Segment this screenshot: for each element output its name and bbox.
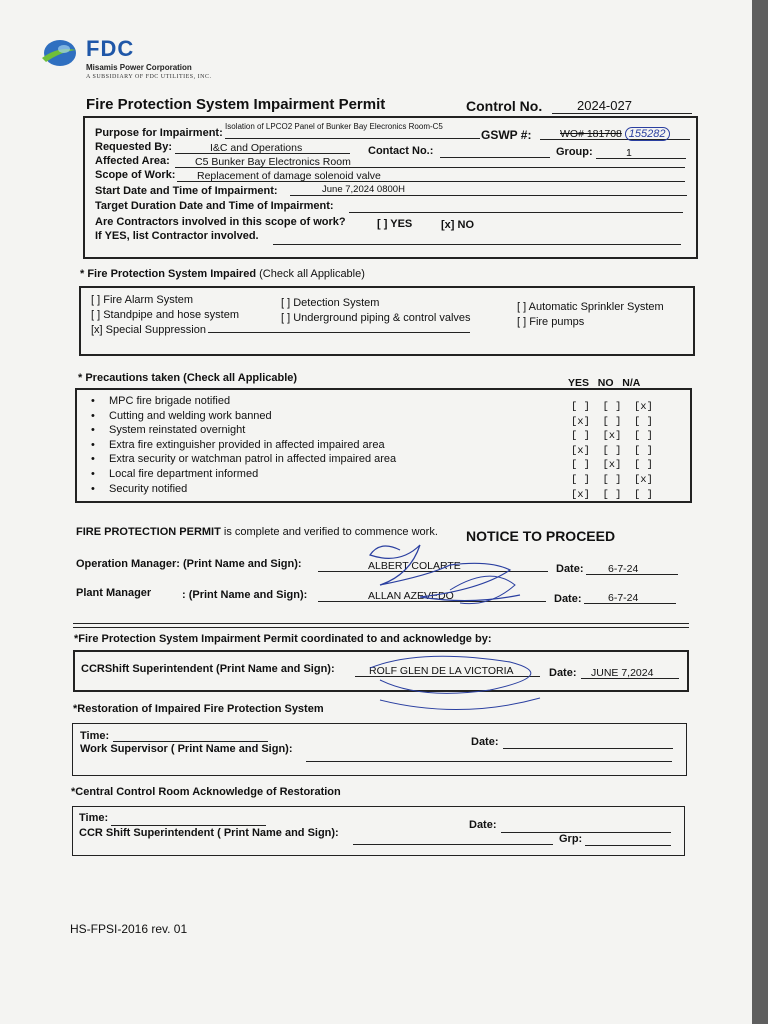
precaution-item: • System reinstated overnight bbox=[85, 423, 396, 438]
precaution-mark[interactable]: [x] [ ] [ ] bbox=[571, 415, 653, 428]
central-grp-line[interactable] bbox=[585, 834, 671, 846]
central-box bbox=[72, 806, 685, 856]
purpose-line bbox=[225, 138, 480, 139]
area-value: C5 Bunker Bay Electronics Room bbox=[175, 156, 685, 168]
precautions-col-headers: YES NO N/A bbox=[568, 377, 641, 389]
purpose-label: Purpose for Impairment: bbox=[95, 127, 223, 139]
precautions-box bbox=[75, 388, 692, 503]
systems-heading-rest: (Check all Applicable) bbox=[259, 268, 365, 280]
central-time-line[interactable] bbox=[111, 814, 266, 826]
system-standpipe[interactable]: [ ] Standpipe and hose system bbox=[91, 309, 239, 321]
contractors-label: Are Contractors involved in this scope of work? bbox=[95, 216, 346, 228]
control-no-value: 2024-027 bbox=[552, 98, 692, 114]
ccr-signature-scribble bbox=[360, 650, 560, 720]
precaution-item: • Extra fire extinguisher provided in affected impaired area bbox=[85, 438, 396, 453]
precaution-item: • Cutting and welding work banned bbox=[85, 409, 396, 424]
ccr-shift-super-label: CCR Shift Superintendent ( Print Name and Sign): bbox=[79, 827, 339, 839]
system-fire-alarm[interactable]: [ ] Fire Alarm System bbox=[91, 294, 194, 306]
group-label: Group: bbox=[556, 146, 593, 158]
work-supervisor-line[interactable] bbox=[306, 750, 672, 762]
divider-rule bbox=[73, 623, 689, 624]
precaution-item: • Local fire department informed bbox=[85, 467, 396, 482]
systems-heading bbox=[80, 268, 365, 280]
restoration-heading: *Restoration of Impaired Fire Protection System bbox=[73, 703, 324, 715]
requested-label: Requested By: bbox=[95, 141, 173, 153]
gswp-handwritten: 155282 bbox=[625, 127, 670, 141]
form-code: HS-FPSI-2016 rev. 01 bbox=[70, 922, 188, 936]
list-value bbox=[273, 233, 681, 245]
system-underground-piping[interactable]: [ ] Underground piping & control valves bbox=[281, 312, 471, 324]
gswp-label: GSWP #: bbox=[481, 128, 532, 142]
op-date-label: Date: bbox=[556, 563, 584, 575]
system-sprinkler[interactable]: [ ] Automatic Sprinkler System bbox=[517, 301, 664, 313]
coordination-heading: *Fire Protection System Impairment Permit coordinated to and acknowledge by: bbox=[74, 633, 492, 645]
signature-scribble bbox=[340, 535, 540, 615]
ccr-date-label: Date: bbox=[549, 667, 577, 679]
contact-label: Contact No.: bbox=[368, 145, 434, 157]
pm-date-value: 6-7-24 bbox=[584, 592, 676, 604]
precaution-item: • Extra security or watchman patrol in affected impaired area bbox=[85, 452, 396, 467]
fdc-logo-icon bbox=[40, 38, 78, 68]
central-grp-label: Grp: bbox=[559, 833, 583, 845]
plant-manager-name: ALLAN AZEVEDO bbox=[318, 590, 546, 602]
notice-to-proceed: NOTICE TO PROCEED bbox=[466, 528, 616, 544]
precaution-mark[interactable]: [ ] [x] [ ] bbox=[571, 459, 653, 472]
restoration-time-line[interactable] bbox=[113, 730, 268, 742]
duration-value bbox=[349, 201, 683, 213]
central-heading: *Central Control Room Acknowledge of Restoration bbox=[71, 786, 341, 798]
control-no-label: Control No. bbox=[466, 98, 543, 114]
op-manager-label: Operation Manager: (Print Name and Sign): bbox=[76, 558, 302, 570]
precaution-mark[interactable]: [x] [ ] [ ] bbox=[571, 488, 653, 501]
central-time-label: Time: bbox=[79, 812, 109, 824]
precautions-heading: * Precautions taken (Check all Applicable) bbox=[78, 372, 298, 384]
duration-label: Target Duration Date and Time of Impairment: bbox=[95, 200, 334, 212]
gswp-wo: WO# 181708 bbox=[560, 128, 622, 140]
gswp-value bbox=[540, 128, 690, 140]
precautions-list bbox=[85, 394, 396, 496]
area-label: Affected Area: bbox=[95, 155, 170, 167]
system-detection[interactable]: [ ] Detection System bbox=[281, 297, 380, 309]
systems-box bbox=[79, 286, 695, 356]
central-date-label: Date: bbox=[469, 819, 497, 831]
list-label: If YES, list Contractor involved. bbox=[95, 230, 259, 242]
systems-col-2 bbox=[281, 297, 471, 327]
subsidiary-text: A SUBSIDIARY OF FDC UTILITIES, INC. bbox=[86, 74, 212, 80]
scope-label: Scope of Work: bbox=[95, 169, 176, 181]
permit-bold: FIRE PROTECTION PERMIT bbox=[76, 526, 221, 538]
group-value: 1 bbox=[596, 147, 686, 159]
plant-manager-label-2: : (Print Name and Sign): bbox=[182, 589, 308, 601]
brand-name: FDC bbox=[86, 36, 135, 61]
contractors-no[interactable]: [x] NO bbox=[441, 219, 474, 231]
central-date-line[interactable] bbox=[501, 821, 671, 833]
pm-date-label: Date: bbox=[554, 593, 582, 605]
precaution-mark[interactable]: [ ] [x] [ ] bbox=[571, 430, 653, 443]
requested-value: I&C and Operations bbox=[175, 142, 350, 154]
ccr-super-name: ROLF GLEN DE LA VICTORIA bbox=[355, 665, 540, 677]
op-date-value: 6-7-24 bbox=[586, 563, 678, 575]
restoration-date-line[interactable] bbox=[503, 737, 673, 749]
purpose-value: Isolation of LPCO2 Panel of Bunker Bay Elecronics Room-C5 bbox=[225, 122, 443, 131]
op-manager-name: ALBERT COLARTE bbox=[318, 560, 548, 572]
special-suppression-line bbox=[208, 332, 470, 333]
ccr-super-label: CCRShift Superintendent (Print Name and Sign): bbox=[81, 663, 335, 675]
precaution-mark[interactable]: [x] [ ] [ ] bbox=[571, 444, 653, 457]
precautions-marks bbox=[571, 400, 653, 502]
systems-col-3 bbox=[517, 301, 664, 331]
systems-heading-bold: * Fire Protection System Impaired bbox=[80, 268, 257, 280]
system-special-suppression-label: [x] Special Suppression bbox=[91, 324, 206, 336]
scope-value: Replacement of damage solenoid valve bbox=[177, 170, 685, 182]
system-fire-pumps[interactable]: [ ] Fire pumps bbox=[517, 316, 585, 328]
restoration-date-label: Date: bbox=[471, 736, 499, 748]
precaution-item: • MPC fire brigade notified bbox=[85, 394, 396, 409]
plant-manager-label: Plant Manager bbox=[76, 587, 152, 599]
precaution-mark[interactable]: [ ] [ ] [x] bbox=[571, 401, 653, 413]
ccr-shift-super-line[interactable] bbox=[353, 833, 553, 845]
permit-rest: is complete and verified to commence work. bbox=[223, 526, 438, 538]
contractors-yes[interactable]: [ ] YES bbox=[377, 218, 413, 230]
start-label: Start Date and Time of Impairment: bbox=[95, 185, 278, 197]
start-value: June 7,2024 0800H bbox=[290, 184, 687, 196]
precaution-mark[interactable]: [ ] [ ] [x] bbox=[571, 473, 653, 486]
divider-rule bbox=[73, 627, 689, 628]
form-title: Fire Protection System Impairment Permit bbox=[86, 96, 386, 113]
restoration-box bbox=[72, 723, 687, 776]
restoration-time-label: Time: bbox=[80, 730, 110, 742]
work-supervisor-label: Work Supervisor ( Print Name and Sign): bbox=[80, 743, 293, 755]
precaution-item: • Security notified bbox=[85, 482, 396, 497]
details-box bbox=[83, 116, 698, 259]
company-name: Misamis Power Corporation bbox=[86, 63, 192, 72]
ccr-date-value: JUNE 7,2024 bbox=[581, 667, 679, 679]
